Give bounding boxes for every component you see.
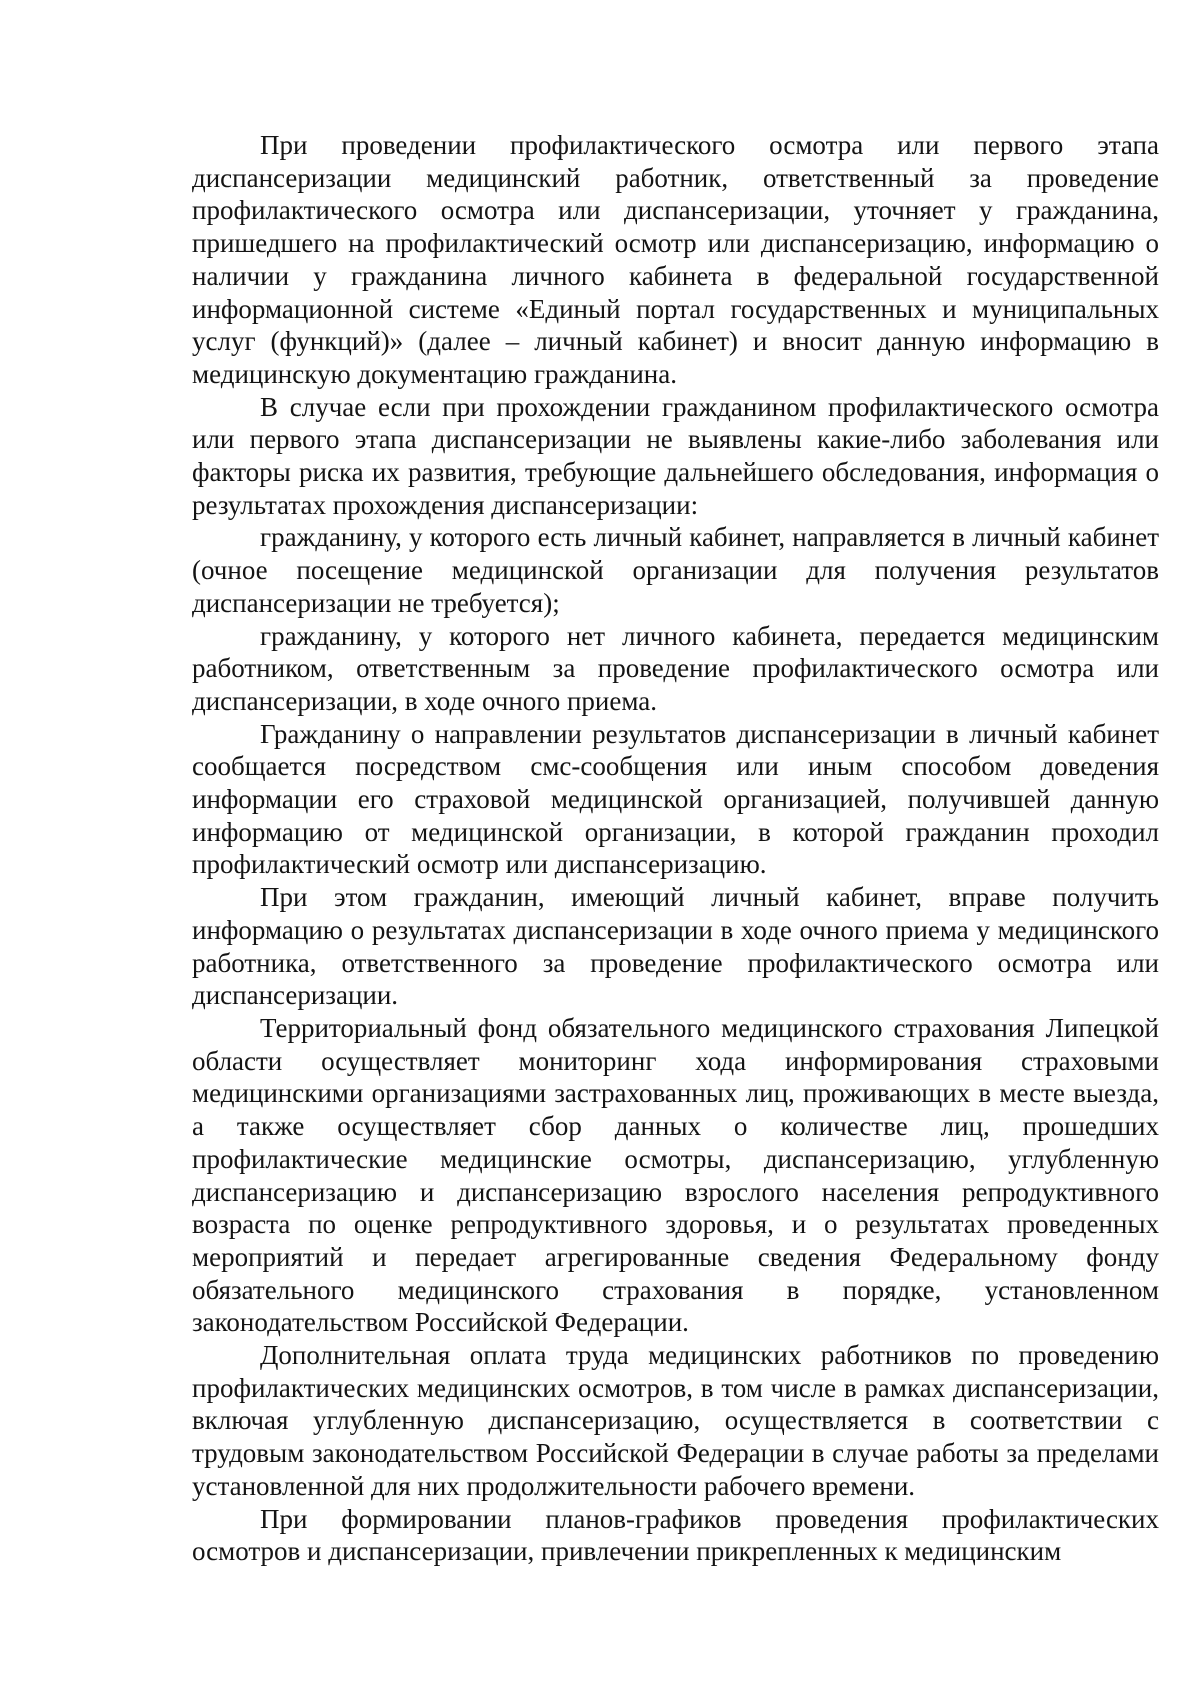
paragraph-without-account: гражданину, у которого нет личного кабинета, передается медицинским работником, ответственным за проведение профилактического осмотра или диспансеризации, в ходе очного приема. (192, 620, 1159, 716)
paragraph-additional-pay: Дополнительная оплата труда медицинских работников по проведению профилактических медицинских осмотров, в том числе в рамках диспансеризации, включая углубленную диспансеризацию, осуществляется в соответствии с трудовым законодательством Российской Федерации в случае работы за пределами установленной для них продолжительности рабочего времени. (192, 1340, 1159, 1501)
paragraph-in-person-results: При этом гражданин, имеющий личный кабинет, вправе получить информацию о результатах диспансеризации в ходе очного приема у медицинского работника, ответственного за проведение профилактического осмотра или диспансеризации. (192, 882, 1159, 1011)
paragraph-with-account: гражданину, у которого есть личный кабинет, направляется в личный кабинет (очное посещение медицинской организации для получения результатов диспансеризации не требуется); (192, 522, 1159, 618)
paragraph-patient-account-check: При проведении профилактического осмотра или первого этапа диспансеризации медицинский работник, ответственный за проведение профилактического осмотра или диспансеризации, уточняет у гражданина, пришедшего на профилактический осмотр или диспансеризацию, информацию о наличии у гражданина личного кабинета в федеральной государственной информационной системе «Единый портал государственных и муниципальных услуг (функций)» (далее – личный кабинет) и вносит данную информацию в медицинскую документацию гражданина. (192, 130, 1159, 389)
paragraph-sms-notification: Гражданину о направлении результатов диспансеризации в личный кабинет сообщается посредством смс-сообщения или иным способом доведения информации его страховой медицинской организацией, получившей данную информацию от медицинской организации, в которой гражданин проходил профилактический осмотр или диспансеризацию. (192, 718, 1159, 880)
paragraph-no-findings: В случае если при прохождении гражданином профилактического осмотра или первого этапа диспансеризации не выявлены какие-либо заболевания или факторы риска их развития, требующие дальнейшего обследования, информация о результатах прохождения диспансеризации: (192, 391, 1159, 520)
paragraph-schedule-planning: При формировании планов-графиков проведения профилактических осмотров и диспансеризации, привлечении прикрепленных к медицинским (192, 1503, 1159, 1567)
paragraph-territorial-fund: Территориальный фонд обязательного медицинского страхования Липецкой области осуществляет мониторинг хода информирования страховыми медицинскими организациями застрахованных лиц, проживающих в месте выезда, а также осуществляет сбор данных о количестве лиц, прошедших профилактические медицинские осмотры, диспансеризацию, углубленную диспансеризацию и диспансеризацию взрослого населения репродуктивного возраста по оценке репродуктивного здоровья, и о результатах проведенных мероприятий и передает агрегированные сведения Федеральному фонду обязательного медицинского страхования в порядке, установленном законодательством Российской Федерации. (192, 1012, 1159, 1338)
document-body (192, 129, 1159, 1568)
